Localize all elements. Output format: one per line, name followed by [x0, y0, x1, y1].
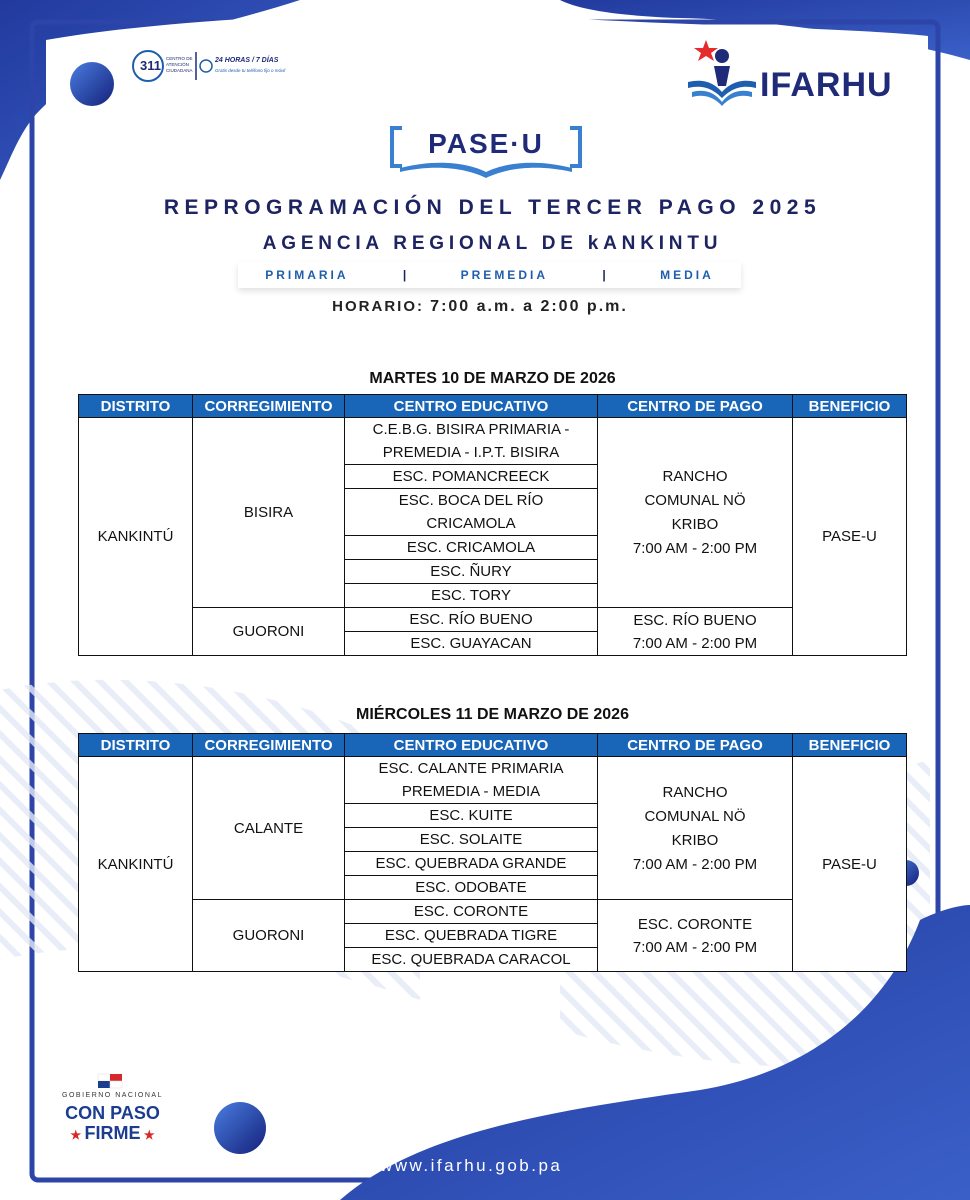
firme-line	[50, 1123, 175, 1145]
payment-hours: 7:00 AM - 2:00 PM	[632, 634, 758, 652]
payment-center-name: RANCHO COMUNAL NÖ KRIBO	[644, 783, 746, 849]
payment-hours: 7:00 AM - 2:00 PM	[632, 855, 758, 873]
school-cell: ESC. TORY	[345, 584, 598, 608]
school-cell: ESC. GUAYACAN	[345, 632, 598, 656]
benefit-cell: PASE-U	[793, 757, 907, 972]
school-cell: C.E.B.G. BISIRA PRIMARIA - PREMEDIA - I.P.T. BISIRA	[345, 418, 598, 465]
star-icon: ★	[140, 1128, 155, 1142]
pase-u-logo: PASE·U	[428, 128, 544, 159]
level-premedia: PREMEDIA	[460, 268, 548, 282]
table-row	[79, 757, 907, 804]
header-centro-educativo: CENTRO EDUCATIVO	[345, 734, 598, 757]
corregimiento-cell: CALANTE	[193, 757, 345, 900]
table-row	[79, 608, 907, 632]
gobierno-nacional-label: GOBIERNO NACIONAL	[62, 1092, 163, 1099]
table-row	[79, 900, 907, 924]
ball-bottom	[214, 1102, 266, 1154]
district-cell: KANKINTÚ	[79, 418, 193, 656]
school-cell: ESC. CALANTE PRIMARIA PREMEDIA - MEDIA	[345, 757, 598, 804]
con-paso-firme-logo	[50, 1103, 175, 1145]
payment-center-name: RANCHO COMUNAL NÖ KRIBO	[644, 468, 746, 533]
schedule-value: 7:00 a.m. a 2:00 p.m.	[430, 298, 628, 315]
level-media: MEDIA	[660, 268, 714, 282]
day-1-date: MARTES 10 DE MARZO DE 2026	[369, 370, 616, 387]
website-link[interactable]: www.ifarhu.gob.pa	[380, 1156, 563, 1175]
corregimiento-cell: GUORONI	[193, 900, 345, 972]
benefit-cell: PASE-U	[793, 418, 907, 656]
star-icon: ★	[70, 1128, 85, 1142]
payment-center-cell	[598, 418, 793, 608]
header-beneficio: BENEFICIO	[793, 395, 907, 418]
logo-311-number: 311	[140, 58, 161, 73]
logo-311-hours: 24 HORAS / 7 DÍAS	[215, 57, 279, 64]
logo-311-sub: Gratis desde tu teléfono fijo o móvil	[215, 68, 286, 73]
day-2-date: MIÉRCOLES 11 DE MARZO DE 2026	[356, 706, 629, 723]
page-subtitle: AGENCIA REGIONAL DE kANKINTU	[262, 233, 723, 254]
payment-hours: 7:00 AM - 2:00 PM	[632, 540, 758, 557]
header-beneficio: BENEFICIO	[793, 734, 907, 757]
payment-center-cell	[598, 757, 793, 900]
table-row	[79, 418, 907, 465]
school-cell: ESC. BOCA DEL RÍO CRICAMOLA	[345, 489, 598, 536]
school-cell: ESC. QUEBRADA CARACOL	[345, 948, 598, 972]
schedule-line	[0, 298, 960, 316]
school-cell: ESC. QUEBRADA TIGRE	[345, 924, 598, 948]
school-cell: ESC. ÑURY	[345, 560, 598, 584]
schedule-label: HORARIO:	[332, 298, 424, 315]
school-cell: ESC. SOLAITE	[345, 828, 598, 852]
corregimiento-cell: GUORONI	[193, 608, 345, 656]
school-cell: ESC. ODOBATE	[345, 876, 598, 900]
table-header-row	[79, 395, 907, 418]
payment-center-name: ESC. CORONTE	[637, 915, 753, 933]
schedule-table-day-1	[78, 394, 907, 656]
header-centro-de-pago: CENTRO DE PAGO	[598, 395, 793, 418]
district-cell: KANKINTÚ	[79, 757, 193, 972]
payment-hours: 7:00 AM - 2:00 PM	[632, 938, 758, 956]
header-distrito: DISTRITO	[79, 734, 193, 757]
school-cell: ESC. CRICAMOLA	[345, 536, 598, 560]
education-levels-bar	[238, 262, 741, 288]
payment-center-name: ESC. RÍO BUENO	[633, 611, 757, 629]
page-title: REPROGRAMACIÓN DEL TERCER PAGO 2025	[163, 196, 822, 219]
level-separator: |	[402, 268, 407, 282]
payment-center-cell	[598, 900, 793, 972]
level-separator: |	[602, 268, 606, 282]
header-centro-educativo: CENTRO EDUCATIVO	[345, 395, 598, 418]
school-cell: ESC. RÍO BUENO	[345, 608, 598, 632]
firme-text: FIRME	[84, 1123, 141, 1143]
school-cell: ESC. QUEBRADA GRANDE	[345, 852, 598, 876]
ifarhu-logo-text: IFARHU	[760, 66, 893, 104]
school-cell: ESC. KUITE	[345, 804, 598, 828]
header-corregimiento: CORREGIMIENTO	[193, 395, 345, 418]
con-paso-line: CON PASO	[65, 1103, 160, 1123]
header-corregimiento: CORREGIMIENTO	[193, 734, 345, 757]
schedule-table-day-2	[78, 733, 907, 972]
school-cell: ESC. POMANCREECK	[345, 465, 598, 489]
table-header-row	[79, 734, 907, 757]
header-distrito: DISTRITO	[79, 395, 193, 418]
level-primaria: PRIMARIA	[265, 268, 349, 282]
ball-top-left	[70, 62, 114, 106]
corregimiento-cell: BISIRA	[193, 418, 345, 608]
payment-center-cell	[598, 608, 793, 656]
panama-flag-icon	[98, 1074, 122, 1088]
header-centro-de-pago: CENTRO DE PAGO	[598, 734, 793, 757]
school-cell: ESC. CORONTE	[345, 900, 598, 924]
logo-311-caption: CENTRO DE ATENCIÓN CIUDADANA	[166, 56, 193, 73]
